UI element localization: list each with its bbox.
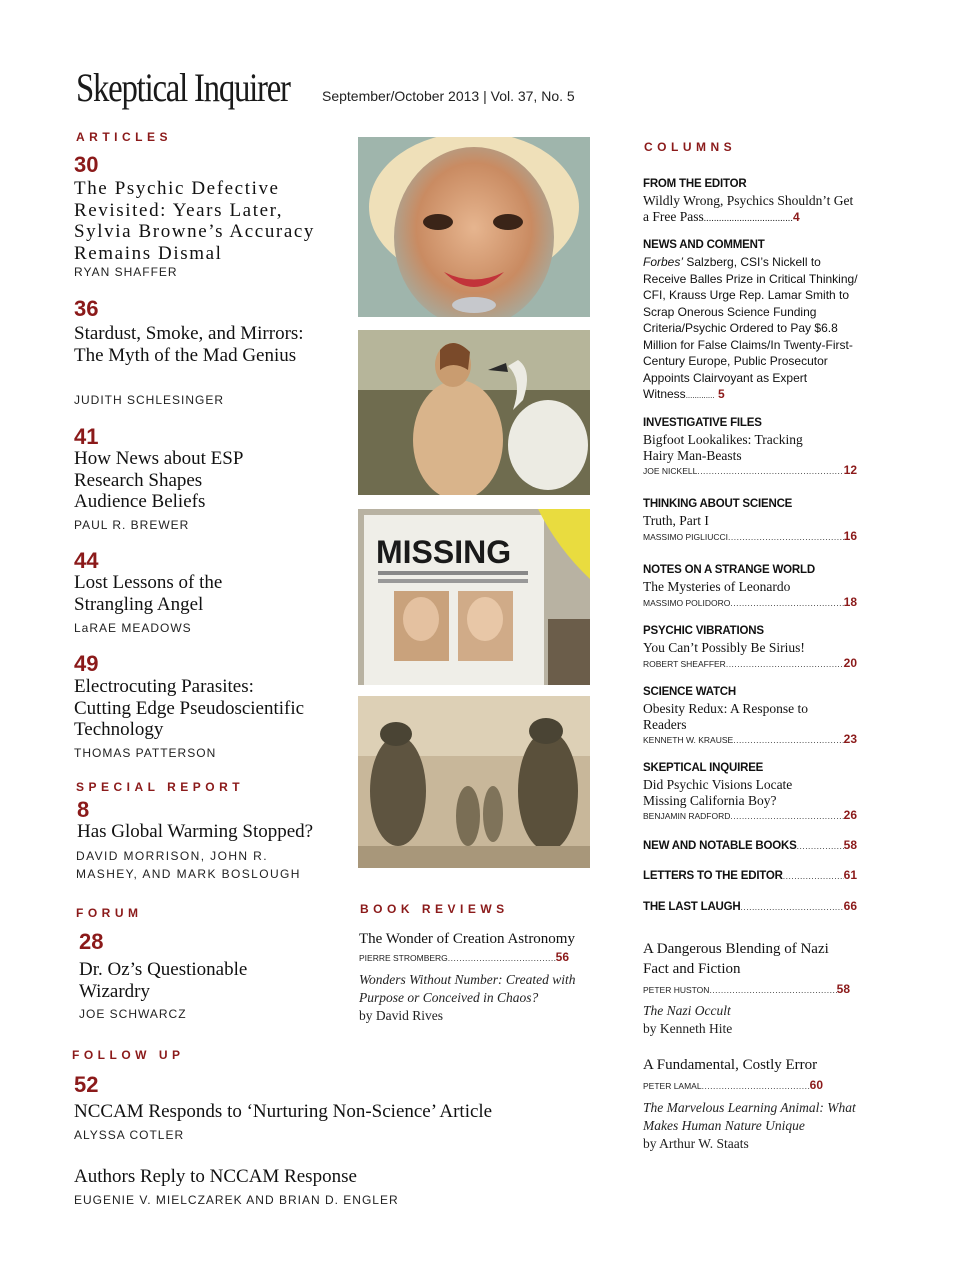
column-head: PSYCHIC VIBRATIONS <box>643 625 764 637</box>
column-title[interactable]: You Can’t Possibly Be Sirius! <box>643 640 805 655</box>
book-review-by: by David Rives <box>359 1008 443 1023</box>
book-review-book: The Nazi Occult <box>643 1003 731 1018</box>
column-page: 18 <box>843 595 857 609</box>
column-head: NEW AND NOTABLE BOOKS <box>643 840 797 852</box>
articles-heading: ARTICLES <box>76 130 172 144</box>
follow-up-heading: FOLLOW UP <box>72 1048 185 1062</box>
column-page: 58 <box>843 838 857 852</box>
issue-info: September/October 2013 | Vol. 37, No. 5 <box>322 88 575 104</box>
news-lead: Forbes’ <box>643 255 684 269</box>
missing-text: MISSING <box>376 534 512 570</box>
book-review-by: by Arthur W. Staats <box>643 1136 749 1151</box>
column-title[interactable] <box>643 193 858 226</box>
article-author: JUDITH SCHLESINGER <box>74 393 225 407</box>
column-title[interactable]: Obesity Redux: A Response to Readers <box>643 701 808 732</box>
news-body: Salzberg, CSI’s Nickell to Receive Balles Prize in Critical Thinking/ CFI, Krauss Urge Rep. Lamar Smith to Scrap Onerous Science Funding Criteria/Psychic Ordered to Pay $6.8 Million for False Claims/In Twenty-First-Century Europe, Public Prosecutor Appoints Clairvoyant as Expert Witness <box>643 255 858 401</box>
column-page: 23 <box>843 732 857 746</box>
column-author: MASSIMO POLIDORO <box>643 598 731 608</box>
column-head: NOTES ON A STRANGE WORLD <box>643 564 815 576</box>
column-page: 20 <box>843 656 857 670</box>
article-author: RYAN SHAFFER <box>74 265 178 279</box>
forum-title[interactable]: Dr. Oz’s Questionable Wizardry <box>79 959 248 1002</box>
column-author: MASSIMO PIGLIUCCI <box>643 532 729 542</box>
last-laugh-line[interactable] <box>643 899 857 913</box>
book-review-title[interactable]: A Dangerous Blending of Nazi Fact and Fiction <box>643 941 829 977</box>
article-title[interactable]: Lost Lessons of the Strangling Angel <box>74 572 223 615</box>
book-review-page: 56 <box>555 950 569 964</box>
book-review-book: Wonders Without Number: Created with Purpose or Conceived in Chaos? <box>359 972 576 1005</box>
article-title[interactable]: How News about ESP Research Shapes Audience Beliefs <box>74 448 243 512</box>
special-report-title[interactable]: Has Global Warming Stopped? <box>77 821 314 842</box>
column-author: JOE NICKELL <box>643 466 698 476</box>
article-title[interactable]: The Psychic Defective Revisited: Years Later, Sylvia Browne’s Accuracy Remains Dismal <box>74 178 316 264</box>
magazine-logo: Skeptical Inquirer <box>76 65 290 110</box>
book-review-reviewer-line <box>643 982 850 996</box>
column-head: NEWS AND COMMENT <box>643 239 765 251</box>
column-author: ROBERT SHEAFFER <box>643 659 726 669</box>
leda-painting-image <box>358 330 590 495</box>
article-page-number: 49 <box>74 651 99 676</box>
column-title[interactable]: Bigfoot Lookalikes: Tracking Hairy Man-Beasts <box>643 432 803 463</box>
soldiers-photo-image <box>358 696 590 868</box>
book-review-reviewer: PETER LAMAL <box>643 1081 702 1091</box>
column-page: 5 <box>717 387 725 401</box>
follow-up-title[interactable]: NCCAM Responds to ‘Nurturing Non-Science’ Article <box>74 1101 493 1122</box>
special-report-heading: SPECIAL REPORT <box>76 780 245 794</box>
column-head: LETTERS TO THE EDITOR <box>643 870 783 882</box>
column-title[interactable]: Truth, Part I <box>643 513 709 528</box>
book-review-title[interactable]: A Fundamental, Costly Error <box>643 1057 818 1073</box>
column-head: INVESTIGATIVE FILES <box>643 417 762 429</box>
book-review-reviewer-line <box>643 1078 823 1092</box>
forum-heading: FORUM <box>76 906 143 920</box>
book-reviews-heading: BOOK REVIEWS <box>360 902 509 916</box>
new-notable-books-line[interactable] <box>643 838 857 852</box>
book-review-page: 60 <box>809 1078 823 1092</box>
column-head: THE LAST LAUGH <box>643 901 741 913</box>
column-page: 4 <box>793 209 800 224</box>
column-author-line <box>643 656 857 670</box>
article-author: LaRAE MEADOWS <box>74 621 192 635</box>
column-page: 26 <box>843 808 857 822</box>
news-comment-body[interactable]: Forbes’ Salzberg, CSI’s Nickell to Receive Balles Prize in Critical Thinking/ CFI, Krauss Urge Rep. Lamar Smith to Scrap Onerous Science Funding Criteria/Psychic Ordered to Pay $6.8 Million for False Claims/In Twenty-First-Century Europe, Public Prosecutor Appoints Clairvoyant as Expert Witness............. 5 <box>643 255 858 401</box>
article-page-number: 41 <box>74 424 99 449</box>
article-page-number: 36 <box>74 296 99 321</box>
follow-up-author: ALYSSA COTLER <box>74 1128 185 1142</box>
article-title[interactable]: Stardust, Smoke, and Mirrors: The Myth of the Mad Genius <box>74 323 304 366</box>
column-head: SKEPTICAL INQUIREE <box>643 762 764 774</box>
column-title-text: Wildly Wrong, Psychics Shouldn’t Get a Free Pass <box>643 193 854 224</box>
follow-up-page: 52 <box>74 1072 99 1097</box>
sylvia-browne-portrait-image <box>358 137 590 317</box>
article-page-number: 44 <box>74 548 99 573</box>
column-author-line <box>643 595 857 609</box>
book-review-title[interactable]: The Wonder of Creation Astronomy <box>359 931 575 947</box>
column-page: 16 <box>843 529 857 543</box>
column-head: SCIENCE WATCH <box>643 686 737 698</box>
column-head: FROM THE EDITOR <box>643 178 747 190</box>
book-review-reviewer-line <box>359 950 569 964</box>
book-review-page: 58 <box>836 982 850 996</box>
book-review-reviewer: PIERRE STROMBERG <box>359 953 448 963</box>
columns-heading: COLUMNS <box>644 140 737 154</box>
forum-author: JOE SCHWARCZ <box>79 1007 187 1021</box>
column-author: KENNETH W. KRAUSE <box>643 735 734 745</box>
column-page: 12 <box>843 463 857 477</box>
column-author-line <box>643 529 857 543</box>
column-page: 61 <box>843 868 857 882</box>
book-review-reviewer: PETER HUSTON <box>643 985 710 995</box>
column-head: THINKING ABOUT SCIENCE <box>643 498 793 510</box>
article-author: PAUL R. BREWER <box>74 518 190 532</box>
column-title[interactable]: The Mysteries of Leonardo <box>643 579 791 594</box>
follow-up-title[interactable]: Authors Reply to NCCAM Response <box>74 1166 357 1187</box>
special-report-author: DAVID MORRISON, JOHN R. MASHEY, AND MARK BOSLOUGH <box>76 849 301 881</box>
missing-poster-image <box>358 509 590 685</box>
column-author-line <box>643 732 857 746</box>
column-page: 66 <box>843 899 857 913</box>
column-author-line <box>643 463 857 477</box>
column-title[interactable]: Did Psychic Visions Locate Missing California Boy? <box>643 777 793 808</box>
letters-to-editor-line[interactable] <box>643 868 857 882</box>
follow-up-author: EUGENIE V. MIELCZAREK AND BRIAN D. ENGLER <box>74 1193 399 1207</box>
book-review-by: by Kenneth Hite <box>643 1021 733 1036</box>
column-author-line <box>643 808 857 822</box>
column-author: BENJAMIN RADFORD <box>643 811 731 821</box>
special-report-page: 8 <box>77 797 90 822</box>
book-review-book: The Marvelous Learning Animal: What Makes Human Nature Unique <box>643 1100 856 1133</box>
forum-page: 28 <box>79 929 104 954</box>
article-page-number: 30 <box>74 152 99 177</box>
article-title[interactable]: Electrocuting Parasites: Cutting Edge Pseudoscientific Technology <box>74 676 305 740</box>
article-author: THOMAS PATTERSON <box>74 746 217 760</box>
